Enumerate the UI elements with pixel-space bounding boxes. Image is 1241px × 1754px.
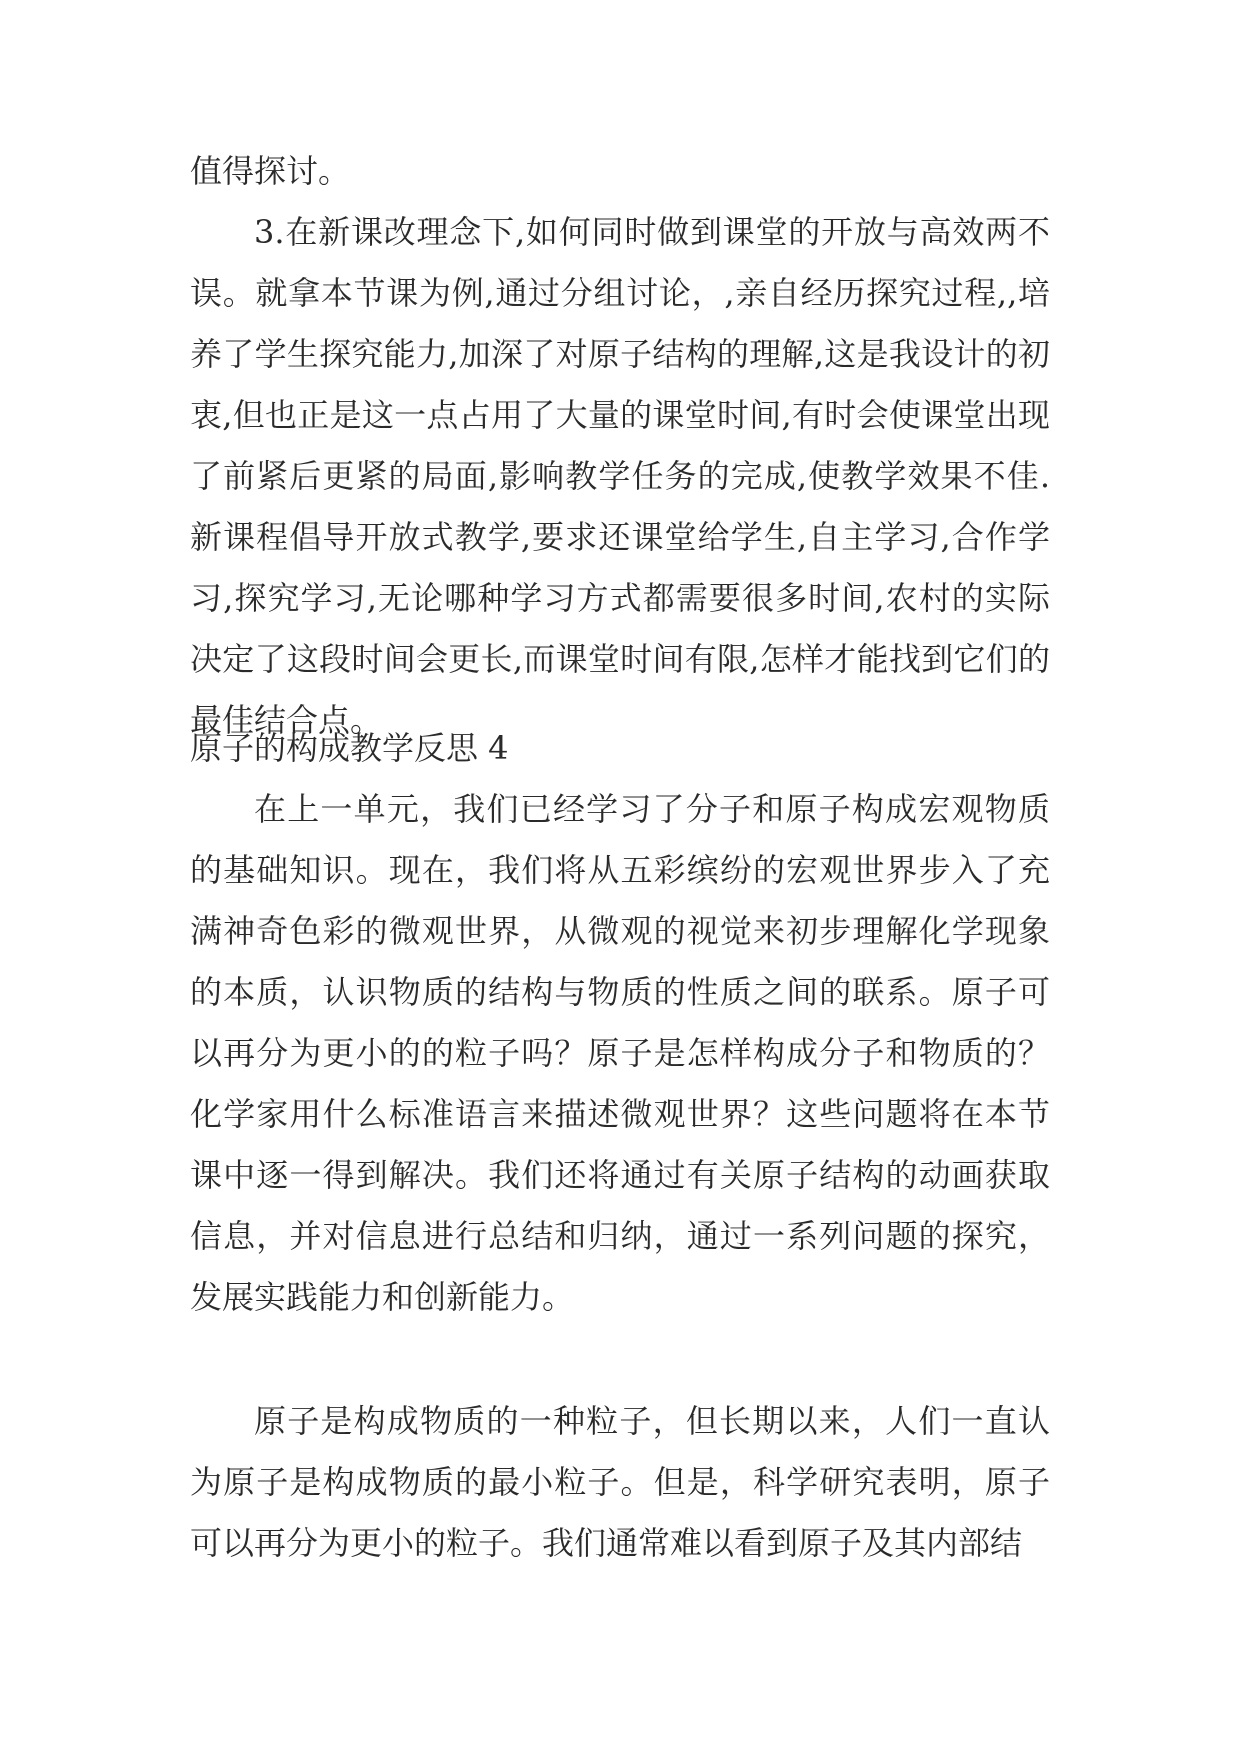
section-paragraph-2: 原子是构成物质的一种粒子，但长期以来，人们一直认为原子是构成物质的最小粒子。但是，科学研究表明，原子可以再分为更小的粒子。我们通常难以看到原子及其内部结: [190, 1402, 1050, 1562]
continuation-text: 值得探讨。: [190, 152, 351, 190]
paragraph-3: 3.在新课改理念下,如何同时做到课堂的开放与高效两不误。就拿本节课为例,通过分组讨论，,亲自经历探究过程,,培养了学生探究能力,加深了对原子结构的理解,这是我设计的初衷,但也正是这一点占用了大量的课堂时间,有时会使课堂出现了前紧后更紧的局面,影响教学任务的完成,使教学效果不佳.新课程倡导开放式教学,要求还课堂给学生,自主学习,合作学习,探究学习,无论哪种学习方式都需要很多时间,农村的实际决定了这段时间会更长,而课堂时间有限,怎样才能找到它们的最佳结合点。: [190, 213, 1050, 739]
section-paragraph-1: 在上一单元，我们已经学习了分子和原子构成宏观物质的基础知识。现在，我们将从五彩缤纷的宏观世界步入了充满神奇色彩的微观世界，从微观的视觉来初步理解化学现象的本质，认识物质的结构与物质的性质之间的联系。原子可以再分为更小的的粒子吗？原子是怎样构成分子和物质的？化学家用什么标准语言来描述微观世界？这些问题将在本节课中逐一得到解决。我们还将通过有关原子结构的动画获取信息，并对信息进行总结和归纳，通过一系列问题的探究，发展实践能力和创新能力。: [190, 790, 1050, 1316]
section-title: 原子的构成教学反思 4: [190, 729, 509, 767]
